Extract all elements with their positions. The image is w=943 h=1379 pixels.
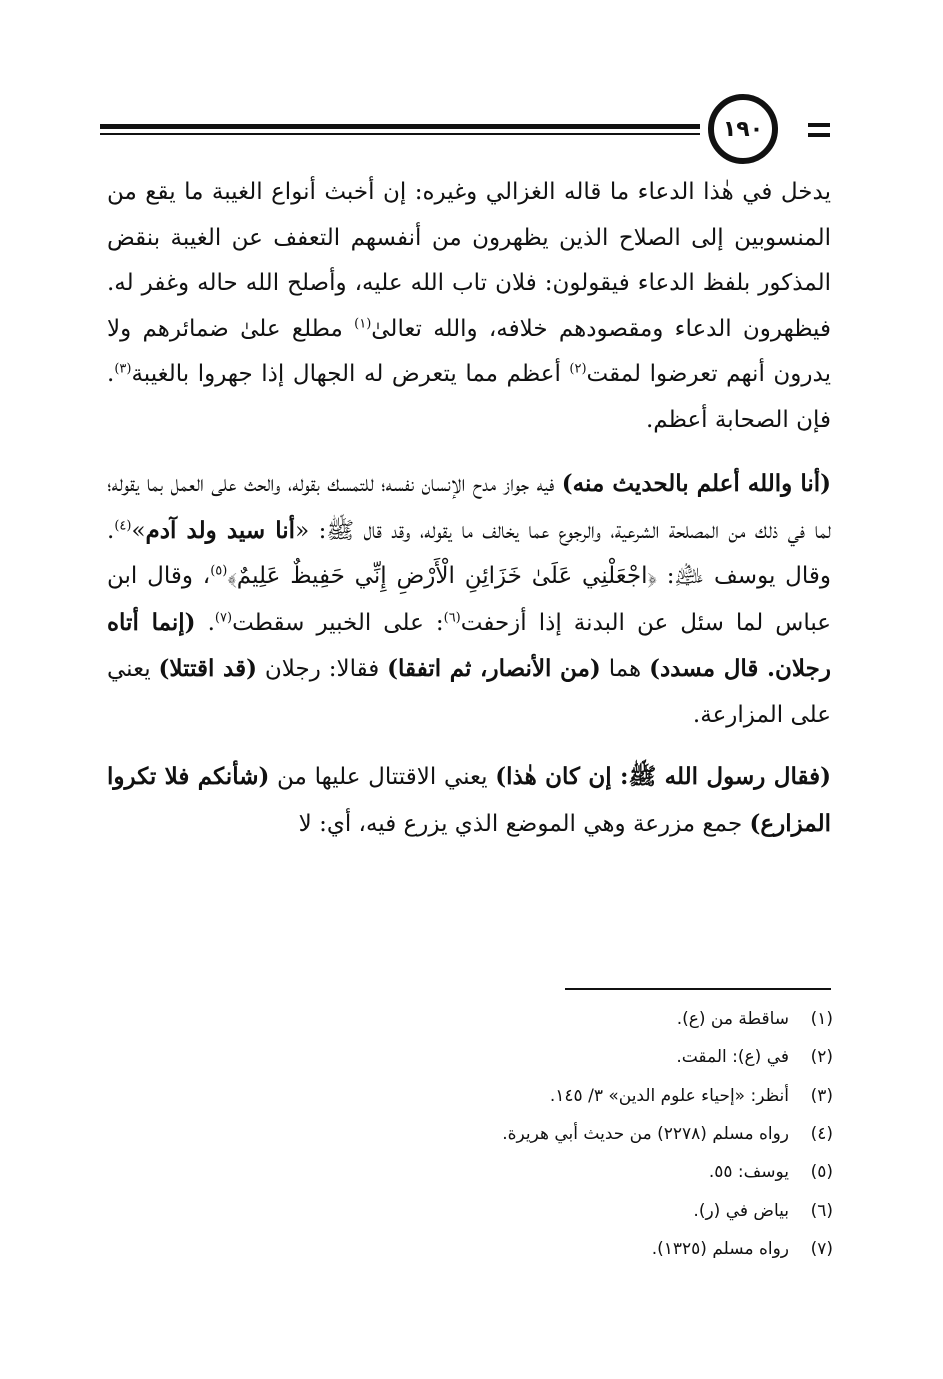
header-rule-right-top — [808, 123, 830, 127]
text-run: جمع مزرعة وهي الموضع الذي يزرع فيه، أي: لا — [298, 810, 750, 837]
text-run: . — [195, 609, 215, 636]
paragraph-2 — [107, 461, 831, 738]
bold-phrase: (أنا والله أعلم بالحديث منه) — [561, 470, 832, 497]
footnote-5 — [313, 1153, 833, 1191]
bold-phrase: (فقال رسول الله ﷺ: إن كان هٰذا) — [495, 763, 831, 790]
bold-phrase: (إنما أتاه رجلان. قال مسدد) — [107, 608, 831, 682]
text-run: أعظم مما يتعرض له الجهال إذا جهروا بالغيبة — [131, 361, 570, 387]
footnote-text: أنظر: «إحياء علوم الدين» ٣/ ١٤٥. — [549, 1085, 789, 1106]
footnote-number: (٧) — [810, 1238, 833, 1259]
text-run: مطلع علىٰ ضمائرهم ولا يدرون أنهم تعرضوا لمقت — [107, 315, 831, 387]
footnote-1 — [313, 1000, 833, 1038]
footnote-text: ساقطة من (ع). — [676, 1009, 789, 1030]
footnote-4 — [313, 1115, 833, 1153]
text-run: ، وقال ابن عباس لما سئل عن البدنة إذا أزحفت — [107, 563, 831, 636]
text-run: » — [131, 517, 146, 544]
text-run: فيه جواز مدح الإنسان نفسه؛ للتمسك بقوله، والحث على العمل بما يقوله؛ لما في ذلك من المصلحة الشرعية، والرجوع عما يخالف ما يقوله، وقد قال ﷺ: « — [107, 471, 831, 544]
footnote-number: (٦) — [810, 1200, 833, 1221]
page-header — [100, 92, 830, 168]
footnote-number: (٢) — [810, 1047, 833, 1068]
text-run: : على الخبير سقطت — [232, 609, 444, 636]
footnote-ref-2: (٢) — [569, 361, 587, 377]
footnote-3 — [313, 1077, 833, 1115]
footnote-number: (٣) — [810, 1085, 833, 1106]
footnote-number: (١) — [810, 1009, 833, 1030]
footnote-ref-5: (٥) — [210, 563, 228, 579]
footnote-ref-4: (٤) — [114, 517, 132, 533]
text-run: . فإن الصحابة أعظم. — [107, 361, 831, 433]
footnote-2 — [313, 1038, 833, 1076]
header-rule-thin — [100, 133, 700, 135]
footnote-text: رواه مسلم (١٣٢٥). — [651, 1238, 789, 1259]
header-rule-right-bottom — [808, 133, 830, 137]
text-run: هما — [600, 656, 650, 682]
bold-phrase: أنا سيد ولد آدم — [145, 516, 296, 544]
footnote-ref-1: (١) — [354, 315, 372, 331]
footnote-separator — [565, 988, 831, 990]
footnote-text: رواه مسلم (٢٢٧٨) من حديث أبي هريرة. — [502, 1124, 789, 1145]
footnote-number: (٤) — [810, 1124, 833, 1145]
text-run: . وقال يوسف ﵇: ﴿اجْعَلْنِي عَلَىٰ خَزَائِنِ الْأَرْضِ إِنِّي حَفِيظٌ عَلِيمٌ﴾ — [107, 517, 832, 589]
footnote-text: بياض في (ر). — [693, 1200, 789, 1221]
main-text — [107, 170, 831, 863]
bold-phrase: (قد اقتتلا) — [158, 655, 257, 682]
paragraph-1 — [107, 170, 831, 443]
page-number: ١٩٠ — [722, 116, 764, 142]
footnote-7 — [313, 1230, 833, 1268]
footnotes — [313, 1000, 833, 1268]
text-run: يعني على المزارعة. — [107, 656, 831, 728]
footnote-ref-7: (٧) — [214, 609, 233, 625]
page-number-badge — [708, 94, 778, 164]
footnote-number: (٥) — [810, 1162, 833, 1183]
footnote-text: في (ع): المقت. — [676, 1047, 789, 1068]
footnote-ref-6: (٦) — [443, 609, 461, 625]
header-rule-thick — [100, 124, 700, 129]
text-run: يدخل في هٰذا الدعاء ما قاله الغزالي وغيره: إن أخبث أنواع الغيبة ما يقع من المنسوبين إلى الصلاح الذين يظهرون من أنفسهم التعفف عن الغيبة بنقض المذكور بلفظ الدعاء فيقولون: فلان تاب الله عليه، وأصلح الله حاله وغفر له. فيظهرون الدعاء ومقصودهم خلافه، والله تعالىٰ — [107, 179, 831, 342]
bold-phrase: (شأنكم فلا تكروا المزارع) — [107, 763, 831, 837]
footnote-6 — [313, 1191, 833, 1229]
paragraph-3 — [107, 754, 831, 847]
footnote-text: يوسف: ٥٥. — [708, 1162, 789, 1183]
text-run: يعني الاقتتال عليها من — [269, 764, 496, 790]
footnote-ref-3: (٣) — [114, 361, 132, 377]
text-run: فقالا: رجلان — [256, 656, 388, 682]
bold-phrase: (من الأنصار، ثم اتفقا) — [387, 655, 601, 682]
